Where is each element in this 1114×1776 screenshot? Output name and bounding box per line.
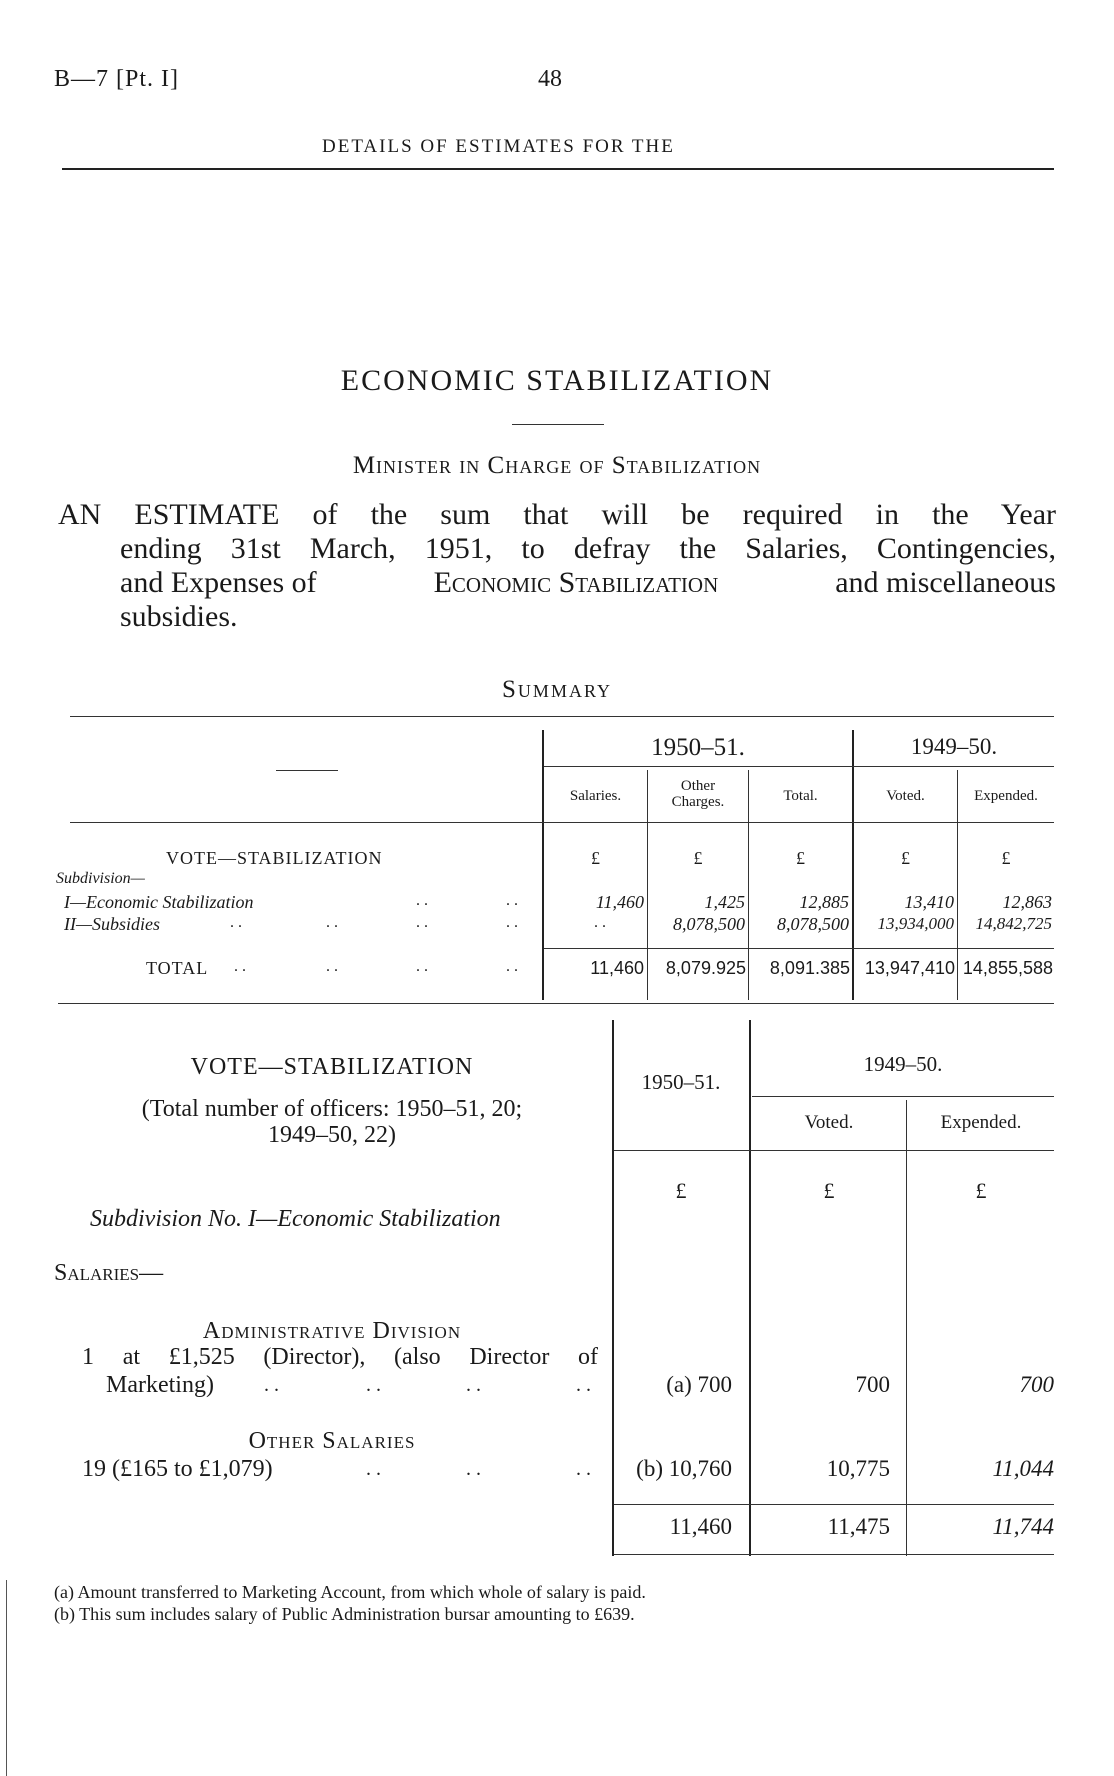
summary-total-dots-c: . . (416, 958, 428, 975)
summary-col-expended: Expended. (974, 788, 1038, 804)
summary-currency-vot: £ (901, 848, 910, 868)
vote-col-voted: Voted. (804, 1112, 854, 1133)
summary-row-2-dots-a: . . (230, 914, 242, 931)
vote-currency-voted: £ (823, 1178, 835, 1203)
summary-header-rule (70, 822, 1054, 823)
vote-admin-dots-a: . . (264, 1374, 279, 1396)
page-ref: B—7 [Pt. I] (54, 66, 179, 92)
vote-admin-dots-b: . . (366, 1374, 381, 1396)
summary-heading: Summary (502, 676, 612, 703)
footnote-a: (a) Amount transferred to Marketing Account, from which whole of salary is paid. (54, 1582, 646, 1602)
summary-label-dash (276, 770, 338, 771)
header-rule (62, 168, 1054, 170)
title-rule (512, 424, 604, 425)
summary-row-2-dots-c: . . (416, 914, 428, 931)
summary-year-current: 1950–51. (651, 734, 745, 761)
summary-row-1-expended: 12,863 (1002, 892, 1052, 912)
vote-total-voted: 11,475 (827, 1514, 890, 1539)
vote-header-rule (614, 1150, 1054, 1151)
summary-year-previous: 1949–50. (910, 734, 998, 759)
scan-margin-line (6, 1580, 7, 1776)
vote-other-dots-c: . . (576, 1458, 591, 1480)
vote-year-current: 1950–51. (641, 1070, 721, 1094)
vote-admin-dots-c: . . (466, 1374, 481, 1396)
summary-col-voted: Voted. (886, 788, 925, 804)
summary-currency-sal: £ (591, 848, 600, 868)
summary-col-total: Total. (783, 788, 818, 804)
vote-currency-expended: £ (975, 1178, 987, 1203)
summary-total-label: TOTAL (146, 958, 209, 978)
estimate-line-3a: and Expenses of (120, 566, 317, 599)
vote-other-salaries: Other Salaries (248, 1428, 416, 1454)
vote-currency-current: £ (675, 1178, 687, 1203)
summary-row-2-label: II—Subsidies (64, 914, 160, 934)
vote-other-dots-a: . . (366, 1458, 381, 1480)
vote-salaries-heading: Salaries— (54, 1260, 164, 1286)
vote-col-expended: Expended. (940, 1112, 1022, 1133)
summary-row-2-dots-b: . . (326, 914, 338, 931)
summary-total-other: 8,079.925 (665, 958, 746, 978)
vote-year-previous: 1949–50. (863, 1052, 943, 1076)
summary-currency-tot: £ (796, 848, 805, 868)
summary-total-dots-a: . . (234, 958, 246, 975)
summary-currency-exp: £ (1001, 848, 1011, 868)
footnote-b: (b) This sum includes salary of Public Administration bursar amounting to £639. (54, 1604, 635, 1624)
estimate-line-3c: and miscellaneous (835, 566, 1056, 599)
vote-other-voted: 10,775 (826, 1456, 890, 1481)
summary-row-2-expended: 14,842,725 (975, 914, 1052, 933)
vote-admin-voted: 700 (855, 1372, 890, 1397)
summary-row-1-voted: 13,410 (904, 892, 954, 912)
page-title: ECONOMIC STABILIZATION (340, 364, 774, 397)
vote-total-expended: 11,744 (992, 1514, 1054, 1539)
summary-currency-oth: £ (693, 848, 703, 868)
summary-total-salaries: 11,460 (590, 958, 644, 978)
summary-subtotal-rule (544, 948, 1054, 949)
summary-year-rule (544, 766, 1054, 767)
vote-year-rule (752, 1096, 1054, 1097)
summary-row-2-other: 8,078,500 (673, 914, 745, 934)
vote-officers-line-1: (Total number of officers: 1950–51, 20; (141, 1096, 523, 1122)
estimate-line-2: ending 31st March, 1951, to defray the Salaries, Contingencies, (120, 532, 1056, 565)
vote-subdivision: Subdivision No. I—Economic Stabilization (90, 1206, 501, 1232)
summary-subdivision-label: Subdivision— (56, 870, 145, 887)
vote-admin-line-1: 1 at £1,525 (Director), (also Director of (82, 1344, 598, 1370)
summary-row-2-salaries: . . (594, 914, 606, 931)
vote-subtotal-rule (614, 1504, 1054, 1505)
summary-total-expended: 14,855,588 (962, 958, 1053, 978)
summary-total-voted: 13,947,410 (864, 958, 955, 978)
vote-title: VOTE—STABILIZATION (190, 1054, 474, 1080)
estimate-line-4: subsidies. (120, 600, 238, 633)
summary-row-1-dots-b: . . (506, 892, 518, 909)
summary-total-dots-b: . . (326, 958, 338, 975)
estimate-paragraph (58, 498, 1058, 634)
vote-admin-division: Administrative Division (202, 1318, 462, 1344)
page-number: 48 (538, 66, 562, 92)
summary-row-2-total: 8,078,500 (777, 914, 849, 934)
summary-row-1-salaries: 11,460 (595, 892, 644, 912)
vote-total-current: 11,460 (669, 1514, 732, 1539)
minister-line: Minister in Charge of Stabilization (352, 452, 762, 479)
summary-col-other: Other Charges. (671, 778, 725, 810)
summary-bottom-rule (58, 1003, 1054, 1004)
vote-admin-expended: 700 (1019, 1372, 1054, 1397)
vote-other-dots-b: . . (466, 1458, 481, 1480)
summary-total-total: 8,091.385 (769, 958, 850, 978)
summary-row-2-voted: 13,934,000 (877, 914, 954, 933)
vote-officers-line-2: 1949–50, 22) (268, 1122, 396, 1148)
estimate-line-1: AN ESTIMATE of the sum that will be required in the Year (58, 498, 1056, 531)
estimate-line-3 (120, 566, 1056, 600)
summary-row-1-total: 12,885 (799, 892, 849, 912)
vote-admin-current: (a) 700 (666, 1372, 732, 1397)
vote-other-current: (b) 10,760 (636, 1456, 732, 1481)
summary-row-1-dots-a: . . (416, 892, 428, 909)
summary-row-1-label: I—Economic Stabilization (64, 892, 254, 912)
vote-vline-exp (906, 1100, 907, 1556)
summary-row-1-other: 1,425 (704, 892, 745, 912)
vote-other-expended: 11,044 (992, 1456, 1054, 1481)
summary-vote-label: VOTE—STABILIZATION (166, 848, 383, 868)
running-title: DETAILS OF ESTIMATES FOR THE (322, 136, 675, 157)
vote-admin-line-2: Marketing) (106, 1372, 214, 1398)
summary-total-dots-d: . . (506, 958, 518, 975)
vote-vline-mid (749, 1020, 751, 1556)
summary-row-2-dots-d: . . (506, 914, 518, 931)
vote-admin-dots-d: . . (576, 1374, 591, 1396)
vote-bottom-rule (614, 1554, 1054, 1555)
summary-top-rule (70, 716, 1054, 717)
summary-col-salaries: Salaries. (569, 788, 622, 804)
estimate-line-3b: Economic Stabilization (433, 566, 719, 599)
vote-other-line: 19 (£165 to £1,079) (82, 1456, 273, 1482)
